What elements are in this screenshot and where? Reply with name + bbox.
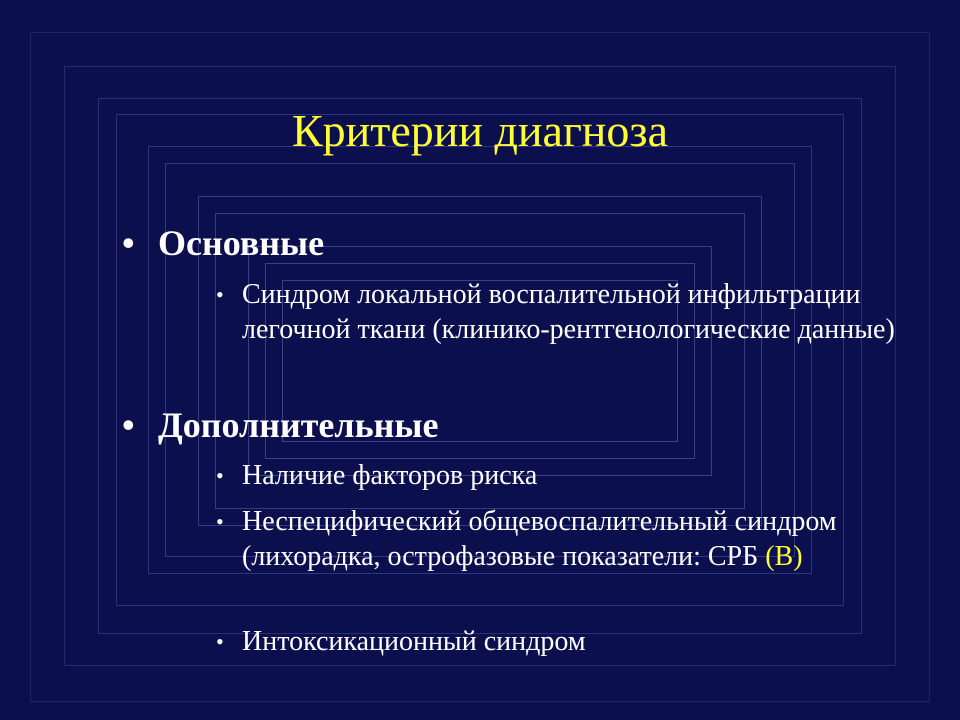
bullet: • bbox=[216, 282, 224, 307]
list-item-text-main: Неспецифический общевоспалительный синдром (лихорадка, острофазовые показатели: СРБ bbox=[242, 506, 837, 572]
list-item-text: Наличие факторов риска bbox=[242, 460, 538, 491]
list-item-text bbox=[242, 504, 916, 574]
evidence-level: (В) bbox=[765, 541, 803, 572]
bullet: • bbox=[122, 223, 135, 263]
bullet: • bbox=[216, 509, 224, 534]
list-item-text: Интоксикационный синдром bbox=[242, 626, 586, 657]
heading-label: Основные bbox=[158, 223, 325, 263]
list-item-text: Синдром локальной воспалительной инфильтрации легочной ткани (клинико-рентгенологические данные) bbox=[242, 279, 895, 345]
bullet: • bbox=[122, 405, 135, 445]
slide-title: Критерии диагноза bbox=[291, 105, 669, 156]
heading-label: Дополнительные bbox=[158, 405, 439, 445]
bullet: • bbox=[216, 463, 224, 488]
bullet: • bbox=[216, 629, 224, 654]
